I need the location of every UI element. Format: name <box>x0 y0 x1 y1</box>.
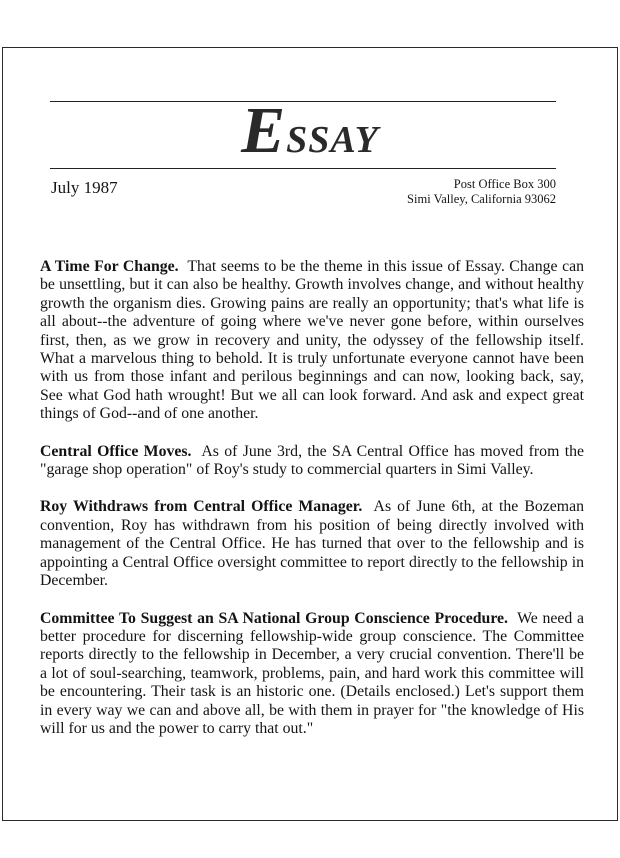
issue-date: July 1987 <box>51 178 118 197</box>
article-paragraph <box>40 610 584 739</box>
address-line-2: Simi Valley, California 93062 <box>407 192 556 206</box>
article-text: As of June 3rd, the SA Central Office has moved from the "garage shop operation" of Roy's study to commercial quarters in Simi Valley. <box>40 442 585 479</box>
article-paragraph <box>40 443 584 480</box>
article-paragraph <box>40 258 584 424</box>
masthead-rest: SSAY <box>286 119 379 161</box>
address-line-1: Post Office Box 300 <box>453 177 556 191</box>
mailing-address <box>407 177 556 207</box>
article-heading: Central Office Moves. <box>40 442 192 460</box>
masthead-initial: E <box>241 94 287 167</box>
article-heading: A Time For Change. <box>40 258 179 275</box>
article-paragraph <box>40 498 584 590</box>
masthead-bottom-rule <box>50 168 556 169</box>
article-text: We need a better procedure for discerning fellowship-wide group conscience. The Committee reports directly to the fellowship in December, a very crucial convention. There'll be a lot of soul-searching, teamwork, problems, pain, and hard work this committee will be encountering. Their task is an historic one. (Details enclosed.) Let's support them in every way we can and above all, be with them in prayer for "the knowledge of His will for us and the power to carry that out." <box>40 609 584 737</box>
article-text: As of June 6th, at the Bozeman convention, Roy has withdrawn from his position of being directly involved with management of the Central Office. He has turned that over to the fellowship and is appointing a Central Office oversight committee to report directly to the fellowship in December. <box>40 498 584 590</box>
article-heading: Committee To Suggest an SA National Group Conscience Procedure. <box>40 609 509 627</box>
masthead-title <box>0 94 620 167</box>
article-heading: Roy Withdraws from Central Office Manager. <box>40 498 363 516</box>
article-text: That seems to be the theme in this issue of Essay. Change can be unsettling, but it can also be healthy. Growth involves change, and without healthy growth the organism dies. Growing pains are really an opportunity; that's what life is all about--the adventure of going where we've never gone before, within ourselves first, then, as we grow in recovery and unity, the odyssey of the fellowship itself. What a marvelous thing to behold. It is truly unfortunate everyone cannot have been with us from those infant and perilous beginnings and can now, looking back, say, See what God hath wrought! But we all can look forward. And ask and expect great things of God--and of one another. <box>40 258 585 423</box>
article-body <box>40 258 584 757</box>
